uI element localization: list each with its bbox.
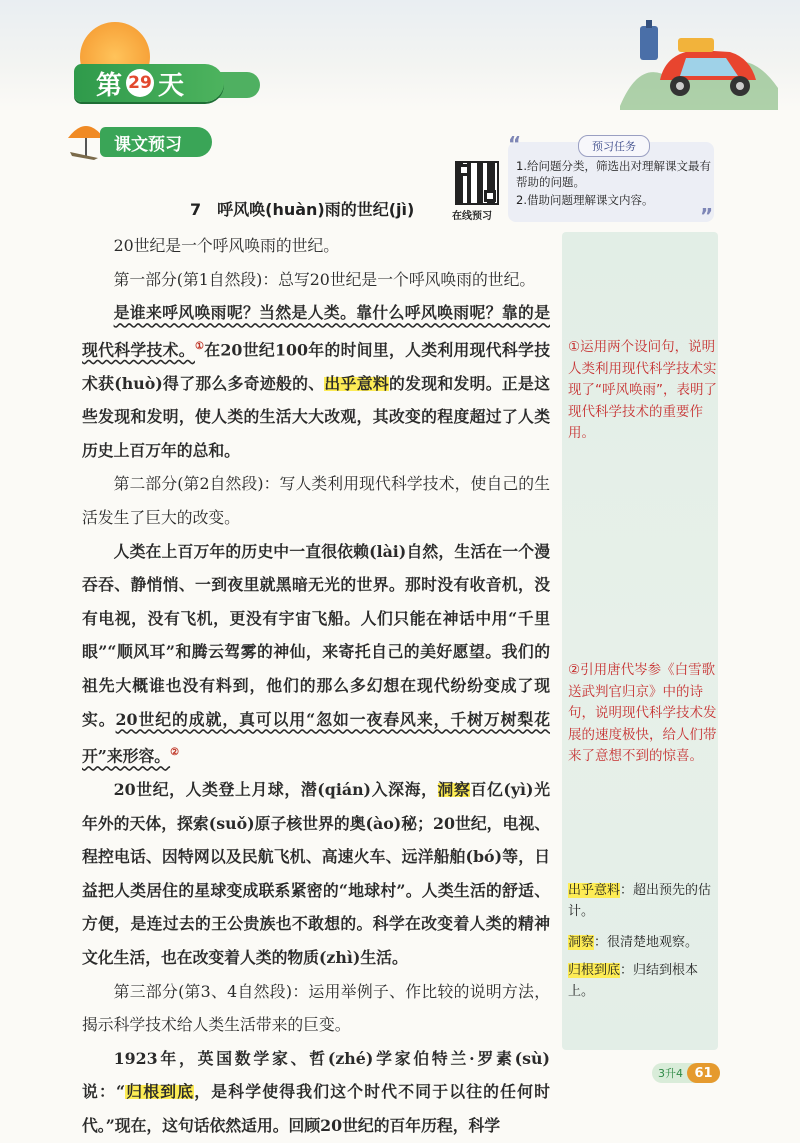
note-marker: ② <box>170 747 180 759</box>
glossary-term: 归根到底 <box>568 963 621 978</box>
glossary-term: 洞察 <box>568 935 595 950</box>
preview-task-title: 预习任务 <box>578 135 650 157</box>
text-span: 20世纪，人类登上月球，潜(qián)入深海， <box>113 780 438 800</box>
wavy-underline-text: 是谁来呼风唤雨呢？当然是人类。靠什么呼风唤雨呢？靠的是现代科学技术。 <box>82 303 550 360</box>
glossary-item <box>568 880 718 922</box>
day-prefix: 第 <box>96 70 123 101</box>
glossary-def: ：归结到根本上。 <box>568 963 699 999</box>
day-number: 29 <box>126 69 154 97</box>
preview-task-item: 1.给问题分类，筛选出对理解课文最有帮助的问题。 <box>516 159 711 189</box>
paragraph <box>82 773 550 975</box>
glossary-def: ：超出预先的估计。 <box>568 883 712 919</box>
text-span: ，是科学使得我们这个时代不同于以往的任何时代。”现在，这句话依然适用。回顾20世纪的百年历程，科学 <box>82 1082 550 1135</box>
part-summary: 第一部分(第1自然段)：总写20世纪是一个呼风唤雨的世纪。 <box>113 269 536 289</box>
lesson-body <box>82 229 550 1143</box>
day-badge <box>74 64 224 102</box>
glossary-def: ：很清楚地观察。 <box>594 935 699 950</box>
paragraph <box>82 296 550 467</box>
highlight-term: 洞察 <box>437 780 471 800</box>
paragraph <box>82 1042 550 1143</box>
text-span: 的发现和发明。正是这些发现和发明，使人类的生活大大改观，其改变的程度超过了人类历史上百万年的总和。 <box>82 373 550 460</box>
open-quote-icon: “ <box>508 132 522 156</box>
annotation-note-2: ②引用唐代岑参《白雪歌送武判官归京》中的诗句，说明现代科学技术发展的速度极快，给人们带来了意想不到的惊喜。 <box>568 662 717 764</box>
day-suffix: 天 <box>158 70 185 101</box>
part-summary: 第二部分(第2自然段)：写人类利用现代科学技术，使自己的生活发生了巨大的改变。 <box>82 474 550 528</box>
page-number: 61 <box>687 1063 720 1083</box>
section-tag-preview: 课文预习 <box>100 127 212 157</box>
glossary-item <box>568 960 718 1002</box>
highlight-term: 归根到底 <box>125 1082 195 1102</box>
note-marker: ① <box>194 340 205 352</box>
highlight-term: 出乎意料 <box>324 373 389 393</box>
glossary-term: 出乎意料 <box>568 883 621 898</box>
car-with-luggage-icon <box>600 18 780 110</box>
annotation-note-1: ①运用两个设问句，说明人类利用现代科学技术实现了“呼风唤雨”，表明了现代科学技术的重要作用。 <box>568 339 717 441</box>
text-span: 人类在上百万年的历史中一直很依赖(lài)自然，生活在一个漫吞吞、静悄悄、一到夜里就黑暗无光的世界。那时没有收音机，没有电视，没有飞机，更没有宇宙飞船。人们只能在神话中用“千里眼”“顺风耳”和腾云驾雾的神仙，来寄托自己的美好愿望。我们的祖先大概谁也没有料到，他们的那么多幻想在现代纷纷变成了现实。 <box>82 541 550 729</box>
wavy-underline-text: 20世纪的成就，真可以用“忽如一夜春风来，千树万树梨花开”来形容。 <box>82 709 550 766</box>
paragraph: 20世纪是一个呼风唤雨的世纪。 <box>113 236 340 255</box>
text-span: 百亿(yì)光年外的天体，探索(suǒ)原子核世界的奥(ào)秘；20世纪，电视、程控电话、因特网以及民航飞机、高速火车、远洋船舶(bó)等，日益把人类居住的星球变成联系紧密的“地球村”。人类生活的舒适、方便，是连过去的王公贵族也不敢想的。科学在改变着人类的精神文化生活，也在改变着人类的物质(zhì)生活。 <box>82 780 550 967</box>
part-summary: 第三部分(第3、4自然段)：运用举例子、作比较的说明方法，揭示科学技术给人类生活带来的巨变。 <box>82 981 550 1035</box>
qr-code[interactable] <box>455 161 499 205</box>
preview-task-list <box>516 158 712 210</box>
glossary-item <box>568 932 718 953</box>
text-span: 在20世纪100年的时间里，人类利用现代科学技术获(huò)得了那么多奇迹般的、 <box>82 340 550 393</box>
qr-label: 在线预习 <box>452 211 492 222</box>
close-quote-icon: ” <box>700 204 714 228</box>
grade-level-label: 3升4 <box>658 1067 683 1080</box>
lesson-title: 7 呼风唤(huàn)雨的世纪(jì) <box>190 200 415 219</box>
preview-task-item: 2.借助问题理解课文内容。 <box>516 193 654 207</box>
page-badge <box>652 1063 720 1083</box>
text-span: 1923年，英国数学家、哲(zhé)学家伯特兰·罗素(sù)说：“ <box>82 1048 550 1102</box>
paragraph <box>82 535 550 773</box>
